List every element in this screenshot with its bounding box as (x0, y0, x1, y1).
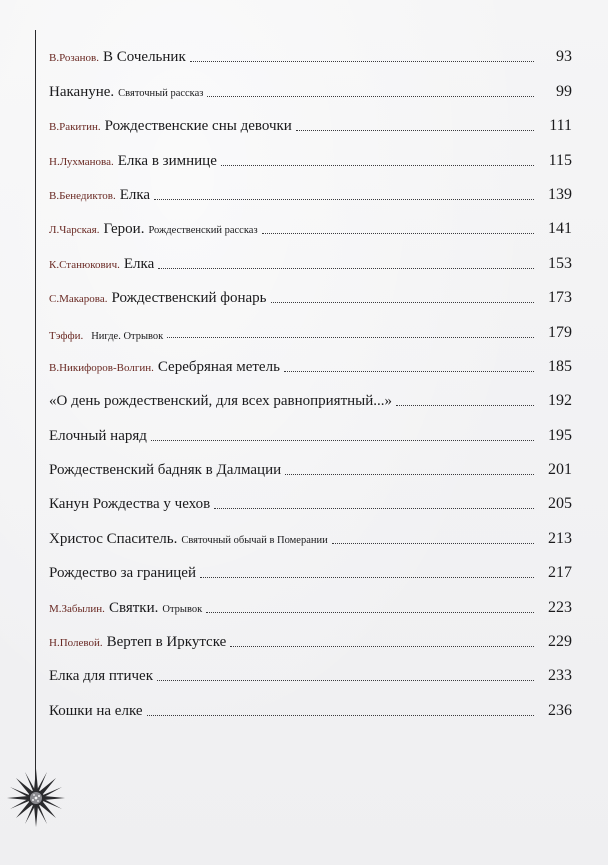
dot-leader (296, 129, 534, 131)
entry-page-number: 205 (548, 495, 572, 513)
toc-entry-text (49, 153, 538, 176)
toc-entry-text (49, 330, 538, 348)
toc-entry-text (49, 290, 538, 313)
toc-entry-text (49, 49, 538, 72)
toc-entry[interactable] (49, 588, 572, 622)
toc-entry-text (49, 600, 538, 623)
toc-entry[interactable] (49, 657, 572, 691)
entry-title: «О день рождественский, для всех равноприятный...» (49, 393, 393, 410)
toc-entry-text (49, 84, 538, 107)
dot-leader (262, 232, 534, 234)
dot-leader (396, 404, 534, 406)
entry-page-number: 236 (548, 701, 572, 719)
dot-leader (285, 473, 534, 475)
entry-page-number: 99 (556, 82, 572, 100)
entry-page-number: 153 (548, 254, 572, 272)
entry-title: Серебряная метель (157, 358, 280, 375)
entry-page-number: 139 (548, 185, 572, 203)
entry-title: Рождественский бадняк в Далмации (49, 462, 282, 479)
entry-page-number: 173 (548, 289, 572, 307)
entry-page-number: 201 (548, 461, 572, 479)
entry-title: Христос Спаситель. (49, 530, 178, 547)
dot-leader (151, 439, 534, 441)
dot-leader (158, 267, 534, 269)
entry-title: Елка (119, 186, 151, 203)
dot-leader (284, 370, 534, 372)
entry-subtitle: Нигде. Отрывок (91, 330, 164, 342)
vertical-rule (35, 30, 36, 790)
entry-page-number: 213 (548, 529, 572, 547)
entry-author: С.Макарова. (49, 293, 108, 306)
entry-title: Кошки на елке (49, 702, 143, 719)
toc-entry-text (49, 393, 538, 416)
dot-leader (332, 542, 534, 544)
table-of-contents (49, 38, 572, 726)
dot-leader (207, 95, 534, 97)
entry-title: Елочный наряд (49, 427, 147, 444)
entry-author: В.Розанов. (49, 52, 99, 65)
entry-title: Вертеп в Иркутске (106, 634, 227, 651)
toc-entry[interactable] (49, 313, 572, 347)
entry-title: Святки. (108, 599, 159, 616)
toc-entry[interactable] (49, 485, 572, 519)
toc-entry[interactable] (49, 623, 572, 657)
entry-page-number: 217 (548, 564, 572, 582)
toc-entry[interactable] (49, 348, 572, 382)
entry-title: Елка для птичек (49, 668, 153, 685)
toc-entry-text (49, 703, 538, 726)
dot-leader (190, 60, 534, 62)
entry-author: Тэффи. (49, 329, 84, 342)
toc-entry[interactable] (49, 141, 572, 175)
toc-entry[interactable] (49, 519, 572, 553)
toc-entry[interactable] (49, 416, 572, 450)
dot-leader (147, 714, 534, 716)
entry-page-number: 229 (548, 633, 572, 651)
toc-entry-text (49, 565, 538, 588)
toc-entry-text (49, 634, 538, 657)
entry-author: В.Никифоров-Волгин. (49, 361, 154, 374)
toc-entry-text (49, 496, 538, 519)
toc-entry[interactable] (49, 279, 572, 313)
dot-leader (157, 679, 534, 681)
entry-title: Елка в зимнице (117, 152, 217, 169)
entry-author: Н.Полевой. (49, 637, 103, 650)
entry-subtitle: Отрывок (162, 603, 203, 615)
dot-leader (154, 198, 534, 200)
toc-entry[interactable] (49, 244, 572, 278)
entry-page-number: 223 (548, 598, 572, 616)
entry-author: Л.Чарская. (49, 224, 100, 237)
entry-page-number: 111 (549, 117, 572, 135)
dot-leader (230, 645, 534, 647)
entry-page-number: 233 (548, 667, 572, 685)
entry-page-number: 115 (548, 151, 572, 169)
entry-subtitle: Рождественский рассказ (148, 225, 258, 237)
dot-leader (221, 164, 534, 166)
entry-title: Елка (123, 255, 155, 272)
toc-entry[interactable] (49, 107, 572, 141)
entry-title: Канун Рождества у чехов (49, 496, 211, 513)
toc-entry[interactable] (49, 554, 572, 588)
entry-author: В.Бенедиктов. (49, 189, 116, 202)
entry-author: В.Ракитин. (49, 121, 101, 134)
toc-entry-text (49, 668, 538, 691)
toc-entry[interactable] (49, 382, 572, 416)
entry-subtitle: Святочный обычай в Померании (181, 534, 328, 546)
toc-entry-text (49, 428, 538, 451)
entry-page-number: 93 (556, 48, 572, 66)
entry-title: Накануне. (49, 83, 115, 100)
entry-page-number: 179 (548, 323, 572, 341)
toc-entry-text (49, 462, 538, 485)
entry-title: Рождественский фонарь (111, 290, 267, 307)
toc-entry-text (49, 187, 538, 210)
entry-title: Рождество за границей (49, 565, 196, 582)
toc-entry-text (49, 221, 538, 244)
dot-leader (214, 507, 534, 509)
entry-title: Герои. (103, 221, 145, 238)
entry-page-number: 185 (548, 357, 572, 375)
toc-entry-text (49, 531, 538, 554)
toc-entry[interactable] (49, 451, 572, 485)
toc-entry[interactable] (49, 72, 572, 106)
entry-author: Н.Лухманова. (49, 155, 114, 168)
toc-entry[interactable] (49, 210, 572, 244)
dot-leader (167, 336, 534, 338)
entry-page-number: 195 (548, 426, 572, 444)
toc-entry[interactable] (49, 38, 572, 72)
dot-leader (200, 576, 534, 578)
entry-author: К.Станюкович. (49, 258, 120, 271)
toc-entry-text (49, 256, 538, 279)
entry-subtitle: Святочный рассказ (118, 87, 204, 99)
dot-leader (206, 611, 534, 613)
entry-page-number: 141 (548, 220, 572, 238)
toc-entry-text (49, 359, 538, 382)
entry-page-number: 192 (548, 392, 572, 410)
snowflake-star-icon (6, 768, 66, 828)
entry-title: В Сочельник (103, 49, 186, 66)
dot-leader (271, 301, 534, 303)
toc-entry-text (49, 118, 538, 141)
toc-entry[interactable] (49, 691, 572, 725)
entry-title: Рождественские сны девочки (104, 118, 292, 135)
toc-entry[interactable] (49, 176, 572, 210)
entry-author: М.Забылин. (49, 602, 105, 615)
